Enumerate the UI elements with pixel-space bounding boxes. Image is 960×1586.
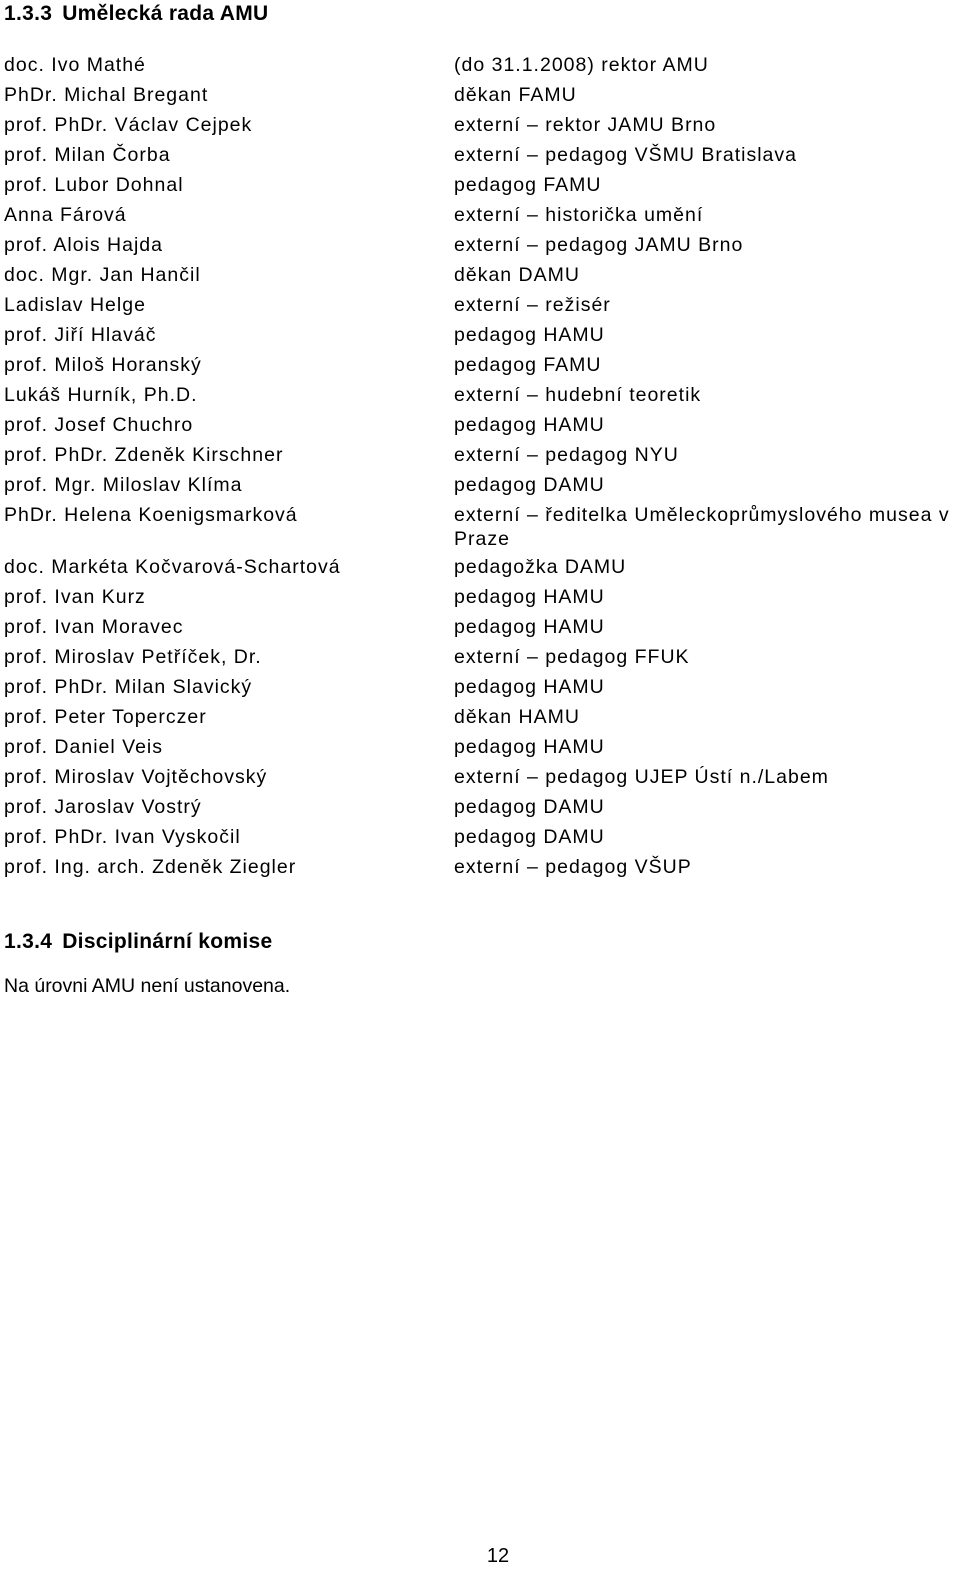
member-name: prof. Mgr. Miloslav Klíma [4, 474, 243, 496]
member-name: Anna Fárová [4, 204, 127, 226]
member-row [4, 170, 960, 200]
member-row [4, 230, 960, 260]
member-name: prof. Ivan Moravec [4, 616, 184, 638]
member-row [4, 470, 960, 500]
member-name: prof. PhDr. Václav Cejpek [4, 114, 253, 136]
member-row [4, 852, 960, 882]
member-role: pedagog DAMU [454, 796, 605, 818]
member-role: externí – hudební teoretik [454, 384, 702, 406]
member-name: prof. Lubor Dohnal [4, 174, 184, 196]
member-role: externí – pedagog JAMU Brno [454, 234, 744, 256]
section-heading-disciplinary [4, 930, 272, 954]
member-role: pedagog FAMU [454, 354, 602, 376]
member-name: PhDr. Michal Bregant [4, 84, 209, 106]
section-number: 1.3.3 [4, 2, 53, 25]
section-title: Umělecká rada AMU [62, 2, 269, 25]
member-name: prof. PhDr. Zdeněk Kirschner [4, 444, 284, 466]
member-name: prof. Milan Čorba [4, 144, 171, 166]
disciplinary-note: Na úrovni AMU není ustanovena. [4, 975, 291, 997]
member-name: prof. Daniel Veis [4, 736, 163, 758]
member-name: prof. Peter Toperczer [4, 706, 207, 728]
member-name: prof. Alois Hajda [4, 234, 163, 256]
member-name: prof. PhDr. Ivan Vyskočil [4, 826, 241, 848]
member-row [4, 500, 960, 552]
member-role: děkan DAMU [454, 264, 580, 286]
member-role: (do 31.1.2008) rektor AMU [454, 54, 709, 76]
member-row [4, 642, 960, 672]
member-row [4, 380, 960, 410]
member-role: externí – ředitelka Uměleckoprůmyslového musea v Praze [454, 504, 950, 550]
member-row [4, 822, 960, 852]
member-row [4, 732, 960, 762]
member-role: pedagog HAMU [454, 414, 605, 436]
member-row [4, 582, 960, 612]
member-name: prof. Ing. arch. Zdeněk Ziegler [4, 856, 297, 878]
member-row [4, 50, 960, 80]
page-number: 12 [486, 1545, 510, 1567]
section-heading-arts-council [4, 2, 268, 26]
member-role: externí – pedagog FFUK [454, 646, 690, 668]
member-name: Ladislav Helge [4, 294, 146, 316]
member-row [4, 320, 960, 350]
member-row [4, 612, 960, 642]
member-row [4, 672, 960, 702]
member-name: prof. Jiří Hlaváč [4, 324, 157, 346]
member-role: pedagog FAMU [454, 174, 602, 196]
member-row [4, 200, 960, 230]
member-row [4, 350, 960, 380]
member-role: externí – pedagog UJEP Ústí n./Labem [454, 766, 829, 788]
member-name: prof. Ivan Kurz [4, 586, 146, 608]
member-role: externí – pedagog VŠMU Bratislava [454, 144, 798, 166]
member-row [4, 110, 960, 140]
member-name: doc. Mgr. Jan Hančil [4, 264, 201, 286]
member-role: externí – historička umění [454, 204, 704, 226]
member-role: pedagog HAMU [454, 736, 605, 758]
member-row [4, 552, 960, 582]
member-row [4, 410, 960, 440]
member-role: externí – pedagog NYU [454, 444, 679, 466]
member-name: Lukáš Hurník, Ph.D. [4, 384, 198, 406]
member-name: prof. Miroslav Vojtěchovský [4, 766, 268, 788]
member-name: prof. Jaroslav Vostrý [4, 796, 202, 818]
member-role: pedagog HAMU [454, 616, 605, 638]
section-number: 1.3.4 [4, 930, 53, 953]
member-name: doc. Markéta Kočvarová-Schartová [4, 556, 341, 578]
member-name: prof. PhDr. Milan Slavický [4, 676, 253, 698]
member-role: pedagog HAMU [454, 586, 605, 608]
member-role: děkan FAMU [454, 84, 577, 106]
member-role: pedagog DAMU [454, 474, 605, 496]
member-row [4, 140, 960, 170]
member-role: děkan HAMU [454, 706, 580, 728]
member-row [4, 80, 960, 110]
member-name: PhDr. Helena Koenigsmarková [4, 504, 298, 526]
member-row [4, 260, 960, 290]
member-row [4, 792, 960, 822]
member-name: prof. Miloš Horanský [4, 354, 202, 376]
section-title: Disciplinární komise [62, 930, 273, 953]
member-role: pedagog HAMU [454, 676, 605, 698]
member-row [4, 290, 960, 320]
members-list [4, 50, 960, 882]
member-role: pedagožka DAMU [454, 556, 627, 578]
member-name: doc. Ivo Mathé [4, 54, 146, 76]
member-name: prof. Josef Chuchro [4, 414, 194, 436]
member-row [4, 702, 960, 732]
member-role: externí – pedagog VŠUP [454, 856, 692, 878]
member-row [4, 762, 960, 792]
member-role: externí – rektor JAMU Brno [454, 114, 717, 136]
member-row [4, 440, 960, 470]
member-role: pedagog DAMU [454, 826, 605, 848]
member-role: pedagog HAMU [454, 324, 605, 346]
member-name: prof. Miroslav Petříček, Dr. [4, 646, 262, 668]
member-role: externí – režisér [454, 294, 611, 316]
